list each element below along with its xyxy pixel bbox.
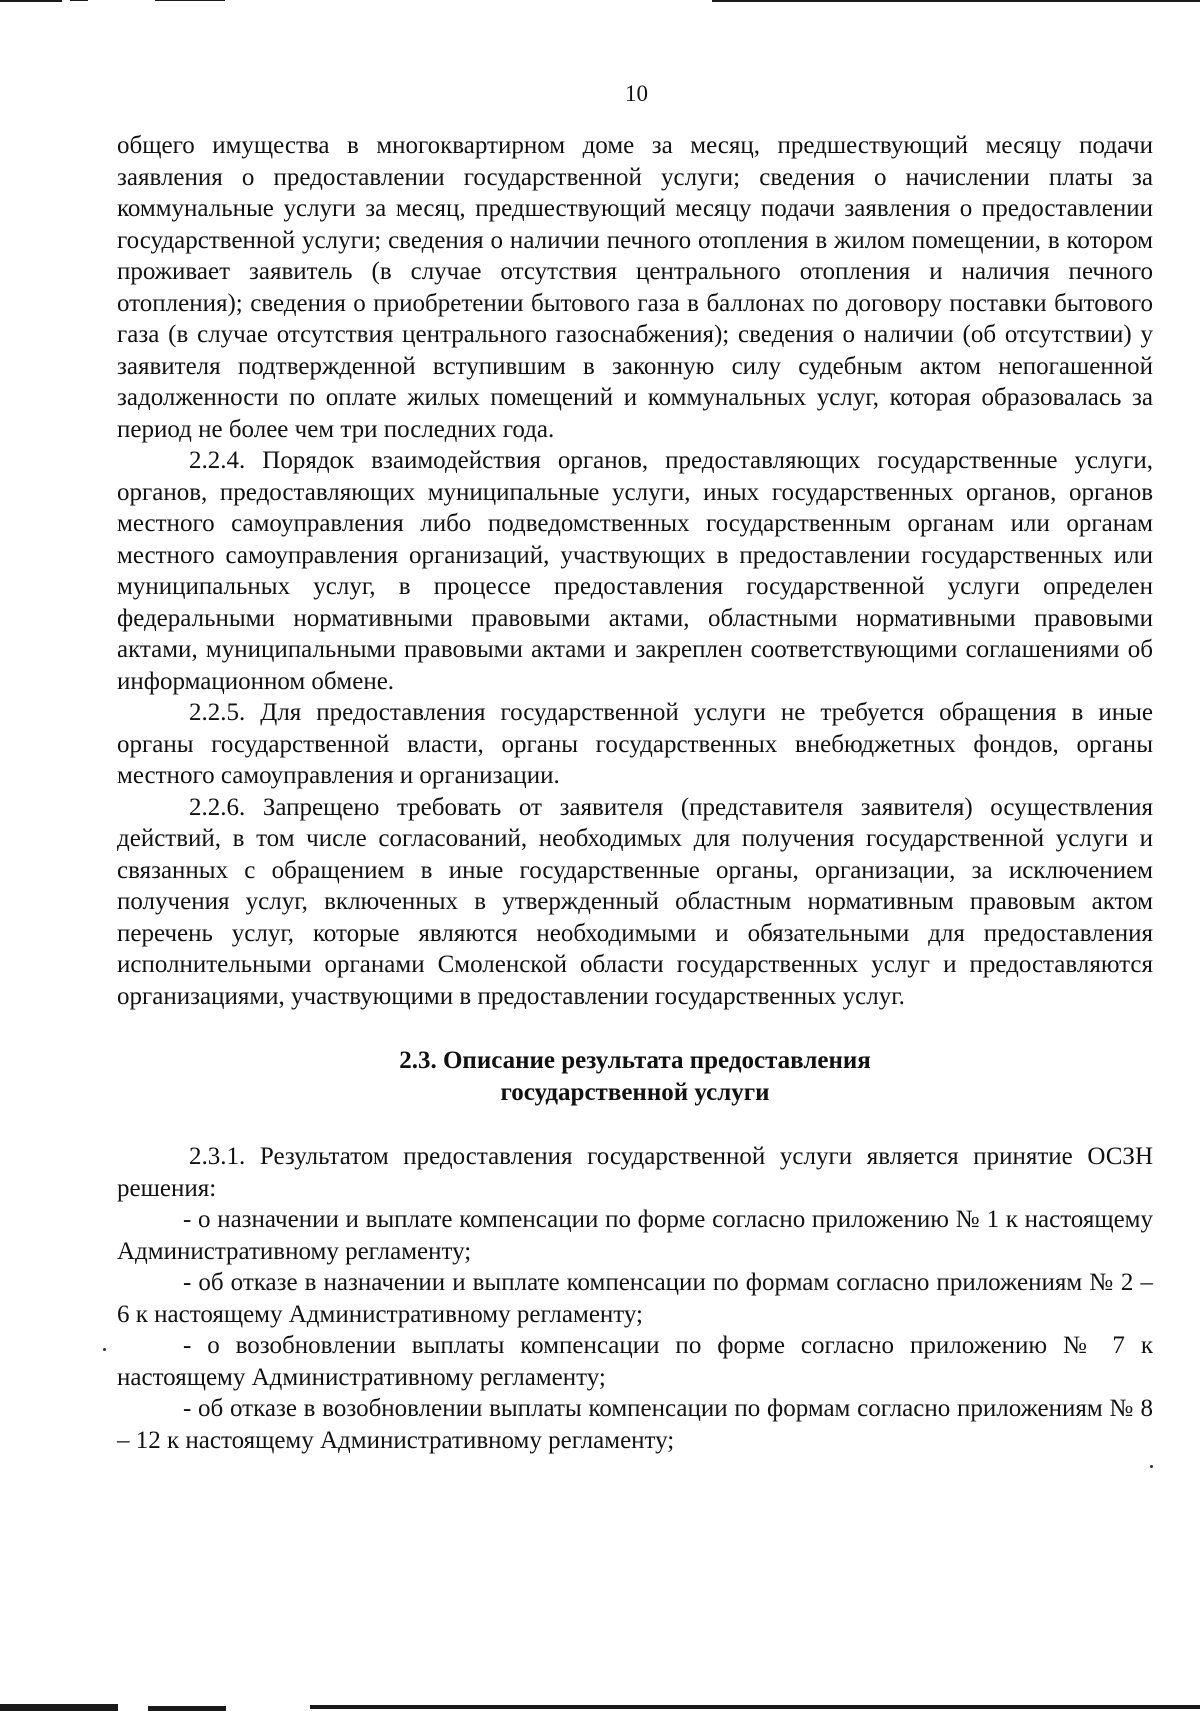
scan-mark-top-left	[0, 0, 62, 2]
scan-mark-bottom-left-2	[148, 1706, 226, 1711]
section-heading-line: государственной услуги	[500, 1079, 770, 1106]
scan-speck	[1150, 1465, 1153, 1468]
scan-mark-top-mid	[155, 0, 225, 1]
page-number: 10	[625, 81, 648, 106]
scan-speck	[103, 1348, 106, 1351]
list-item-decision: - о возобновлении выплаты компенсации по форме согласно приложению № 7 к настоящему Административному регламенту;	[117, 1332, 1153, 1391]
paragraph-2-2-5: 2.2.5. Для предоставления государственной услуги не требуется обращения в иные органы государственной власти, органы государственных внебюджетных фондов, органы местного самоуправления и организации.	[117, 699, 1153, 789]
scan-mark-top-right	[712, 0, 1200, 2]
section-heading-line: 2.3. Описание результата предоставления	[399, 1047, 871, 1074]
list-item-decision: - об отказе в назначении и выплате компенсации по формам согласно приложениям № 2 – 6 к настоящему Административному регламенту;	[117, 1269, 1153, 1328]
list-item-decision: - об отказе в возобновлении выплаты компенсации по формам согласно приложениям № 8 – 12 к настоящему Административному регламенту;	[117, 1395, 1153, 1454]
scan-mark-bottom-left	[0, 1704, 118, 1711]
paragraph-continuation: общего имущества в многоквартирном доме за месяц, предшествующий месяцу подачи заявления о предоставлении государственной услуги; сведения о начислении платы за коммунальные услуги за месяц, предшествующий месяцу подачи заявления о предоставлении государственной услуги; сведения о наличии печного отопления в жилом помещении, в котором проживает заявитель (в случае отсутствия центрального отопления и наличия печного отопления); сведения о приобретении бытового газа в баллонах по договору поставки бытового газа (в случае отсутствия центрального газоснабжения); сведения о наличии (об отсутствии) у заявителя подтвержденной вступившим в законную силу судебным актом непогашенной задолженности по оплате жилых помещений и коммунальных услуг, которая образовалась за период не более чем три последних года.	[117, 132, 1153, 443]
paragraph-2-3-1: 2.3.1. Результатом предоставления государственной услуги является принятие ОСЗН решения:	[117, 1143, 1153, 1202]
section-heading-2-3	[117, 1045, 1153, 1109]
paragraph-2-2-4: 2.2.4. Порядок взаимодействия органов, предоставляющих государственные услуги, органов, предоставляющих муниципальные услуги, иных государственных органов, органов местного самоуправления либо подведомственных государственным органам или органам местного самоуправления организаций, участвующих в предоставлении государственных или муниципальных услуг, в процессе предоставления государственной услуги определен федеральными нормативными правовыми актами, областными нормативными правовыми актами, муниципальными правовыми актами и закреплен соответствующими соглашениями об информационном обмене.	[117, 447, 1153, 695]
scan-mark-bottom-right	[310, 1705, 1200, 1709]
document-body	[117, 130, 1153, 1456]
paragraph-2-2-6: 2.2.6. Запрещено требовать от заявителя (представителя заявителя) осуществления действий, в том числе согласований, необходимых для получения государственной услуги и связанных с обращением в иные государственные органы, организации, за исключением получения услуг, включенных в утвержденный областным нормативным правовым актом перечень услуг, которые являются необходимыми и обязательными для предоставления исполнительными органами Смоленской области государственных услуг и предоставляются организациями, участвующими в предоставлении государственных услуг.	[117, 793, 1153, 1010]
list-item-decision: - о назначении и выплате компенсации по форме согласно приложению № 1 к настоящему Административному регламенту;	[117, 1206, 1153, 1265]
scan-mark-top-left-2	[70, 0, 88, 1]
